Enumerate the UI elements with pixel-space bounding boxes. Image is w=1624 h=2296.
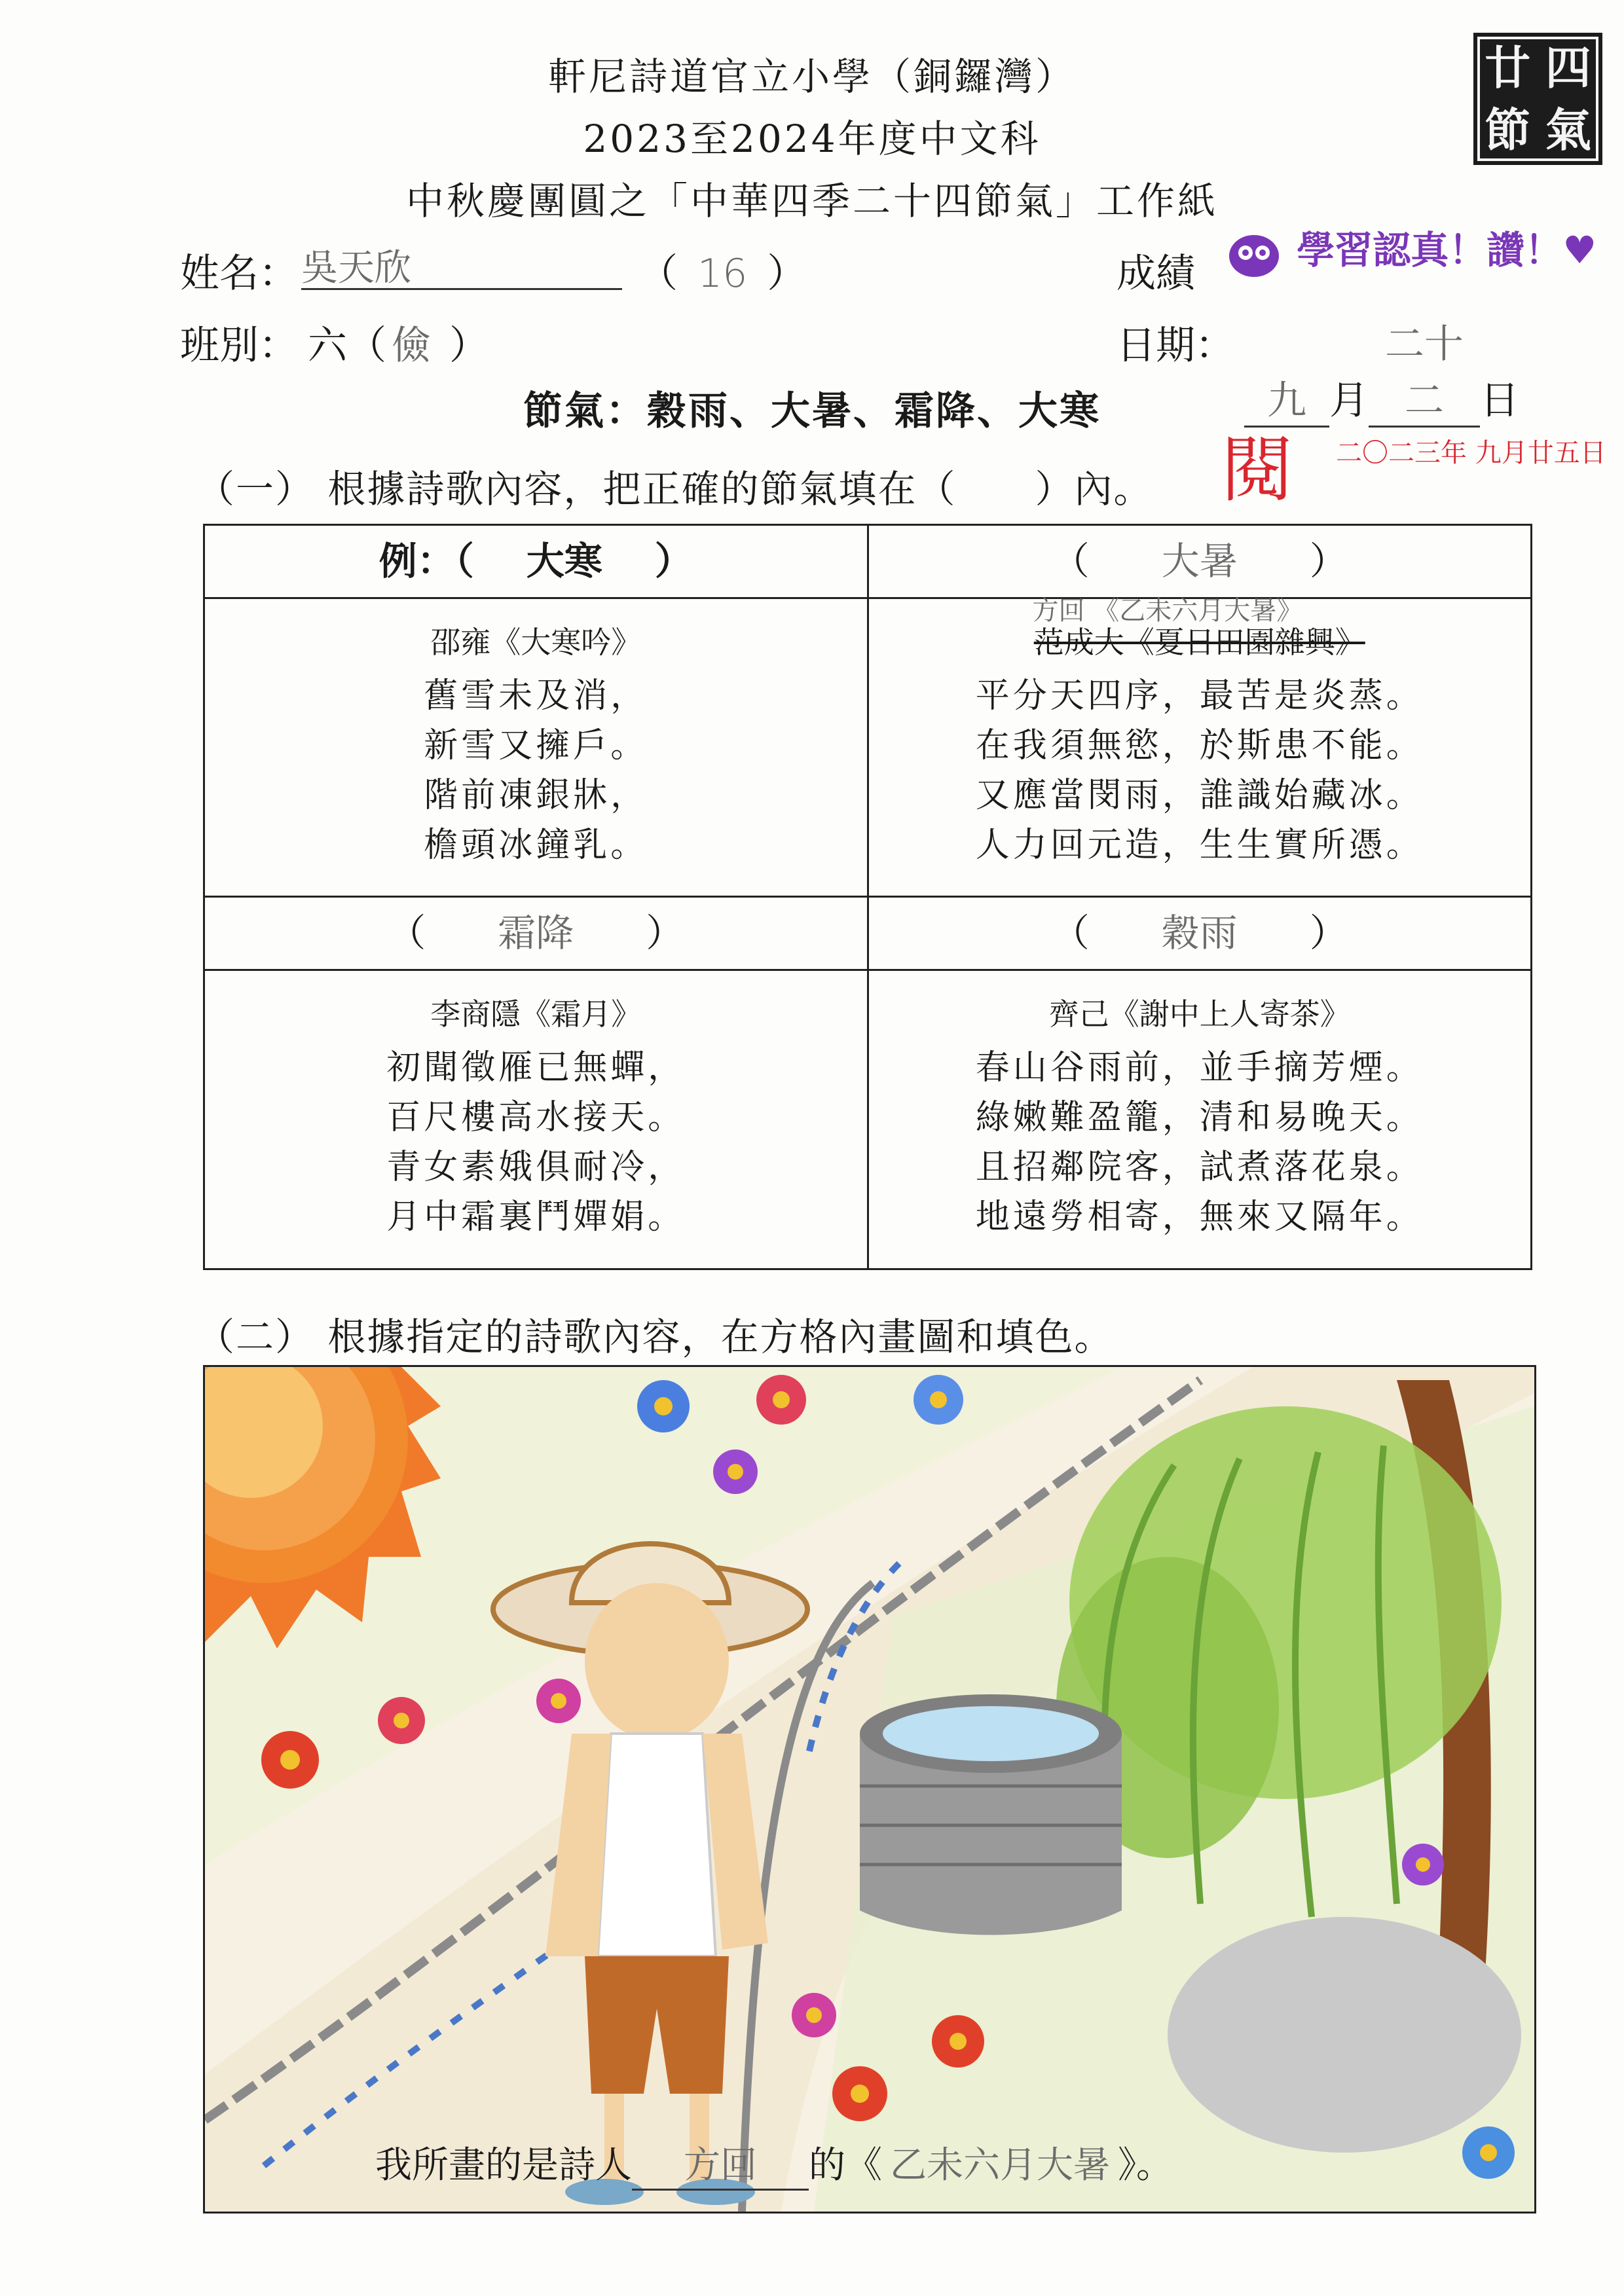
cell-suffix: ）: [1309, 539, 1348, 583]
name-field: [301, 239, 622, 290]
flower-icon: [378, 1697, 425, 1744]
cell-suffix: ）: [646, 911, 684, 956]
student-number: [638, 242, 806, 299]
class-close: ）: [449, 323, 489, 369]
rock-icon: [1168, 1917, 1521, 2153]
class-prefix: 六（: [308, 323, 386, 369]
stamp-char: 廿: [1485, 40, 1531, 95]
poem-card: [204, 598, 868, 897]
school-name: 軒尼詩道官立小學（銅鑼灣）: [547, 54, 1076, 99]
poem-line: 人力回元造，生生實所憑。: [975, 825, 1424, 865]
well-icon: [860, 1694, 1122, 1935]
drawing-caption: [375, 2136, 1173, 2191]
poem-line: 地遠勞相寄，無來又隔年。: [975, 1197, 1424, 1237]
section1-instruction: （一） 根據詩歌內容，把正確的節氣填在（ ）內。: [196, 467, 1153, 511]
poet-input: 方回: [632, 2136, 809, 2191]
flower-icon: [1462, 2126, 1515, 2179]
answer-input: 大暑: [1161, 539, 1238, 583]
poem-card: [868, 595, 1532, 897]
poem-line: 青女素娥俱耐冷，: [386, 1148, 686, 1188]
class-value: 儉: [392, 323, 431, 369]
section2-instruction: （二） 根據指定的詩歌內容，在方格內畫圖和填色。: [196, 1315, 1114, 1359]
poem-line: 又應當閔雨，誰識始藏冰。: [975, 775, 1424, 815]
review-date: 二〇二三年 九月廿五日: [1336, 438, 1606, 468]
poem-card: [204, 970, 868, 1269]
poem-line: 且招鄰院客，試煮落花泉。: [975, 1148, 1424, 1188]
flower-icon: [1402, 1844, 1444, 1886]
example-header: [204, 525, 868, 598]
day-char: 日: [1480, 378, 1519, 424]
date-day: 二十二: [1369, 313, 1480, 428]
poem-line: 階前凍銀牀，: [424, 775, 648, 815]
grade-stamp-text: 學習認真！讚！♥: [1297, 228, 1597, 272]
example-answer: 大寒: [526, 539, 602, 583]
cell-prefix: （: [1051, 539, 1090, 583]
flower-icon: [932, 2015, 984, 2068]
poem-table: [203, 524, 1532, 1270]
poem-line: 平分天四序，最苦是炎蒸。: [975, 676, 1424, 716]
number-open: （: [638, 251, 678, 297]
summer-drawing: [205, 1367, 1534, 2212]
number-close: ）: [767, 251, 807, 297]
stamp-char: 四: [1545, 40, 1591, 95]
answer-input: 穀雨: [1161, 911, 1238, 956]
month-char: 月: [1329, 378, 1369, 424]
owl-icon: [1225, 227, 1283, 279]
worksheet-title: 中秋慶團圓之「中華四季二十四節氣」工作紙: [405, 179, 1218, 223]
flower-icon: [832, 2066, 887, 2121]
name-value: 吳天欣: [301, 247, 411, 289]
caption-mid: 的《: [809, 2144, 882, 2187]
academic-year: 2023至2024年度中文科: [583, 117, 1041, 161]
cell-prefix: （: [388, 911, 426, 956]
stamp-char: 氣: [1545, 102, 1591, 157]
title-correction: 方回 《乙未六月大暑》: [1032, 595, 1303, 626]
poem-line: 初聞徵雁已無蟬，: [386, 1048, 686, 1088]
poem-title: 齊己《謝中上人寄茶》: [1048, 996, 1350, 1032]
stamp-char: 節: [1485, 102, 1531, 157]
poem-card: [868, 970, 1532, 1269]
poem-line: 春山谷雨前，並手摘芳煙。: [975, 1048, 1424, 1088]
answer-input: 霜降: [498, 911, 574, 956]
cell-suffix: ）: [1309, 911, 1348, 956]
poem-line: 在我須無慾，於斯患不能。: [975, 725, 1424, 765]
answer-header: [868, 525, 1532, 598]
flower-icon: [261, 1731, 319, 1789]
date-label: 日期：: [1116, 323, 1234, 369]
cell-suffix: ）: [654, 539, 693, 583]
caption-end: 》。: [1118, 2144, 1173, 2187]
solar-terms-stamp: [1473, 33, 1602, 165]
flower-icon: [637, 1380, 690, 1432]
flower-icon: [792, 1993, 836, 2037]
poem-line: 檐頭冰鐘乳。: [424, 825, 648, 865]
class-field: [308, 314, 489, 371]
poem-line: 新雪又擁戶。: [424, 725, 648, 765]
grade-stamp: [1225, 219, 1596, 279]
drawing-box: [203, 1365, 1536, 2214]
review-mark: 閱: [1221, 428, 1293, 512]
poem-line: 百尺樓高水接天。: [386, 1098, 686, 1138]
flower-icon: [913, 1375, 963, 1425]
caption-prefix: 我所畫的是詩人: [375, 2144, 632, 2187]
name-label: 姓名：: [180, 251, 298, 297]
answer-header: [868, 897, 1532, 970]
flower-icon: [713, 1449, 758, 1494]
poem-title: 李商隱《霜月》: [430, 996, 642, 1032]
poem-line: 月中霜裏鬥嬋娟。: [386, 1197, 686, 1237]
cell-prefix: （: [1051, 911, 1090, 956]
poem-line: 綠嫩難盈籠，清和易晚天。: [975, 1098, 1424, 1138]
cell-prefix: 例：（: [378, 539, 474, 583]
class-label: 班別：: [180, 323, 298, 369]
poem-title: 范成大《夏日田園雜興》: [1033, 624, 1365, 660]
poem-input: 乙未六月大暑: [890, 2144, 1110, 2187]
answer-header: [204, 897, 868, 970]
poem-title: 邵雍《大寒吟》: [430, 624, 642, 660]
grade-label: 成績: [1116, 251, 1195, 297]
number-value: 16: [697, 251, 748, 297]
date-month: 九: [1244, 369, 1329, 428]
solar-terms-heading: 節氣：穀雨、大暑、霜降、大寒: [523, 388, 1101, 434]
poem-line: 舊雪未及消，: [424, 676, 648, 716]
flower-icon: [536, 1679, 581, 1723]
flower-icon: [756, 1375, 806, 1425]
